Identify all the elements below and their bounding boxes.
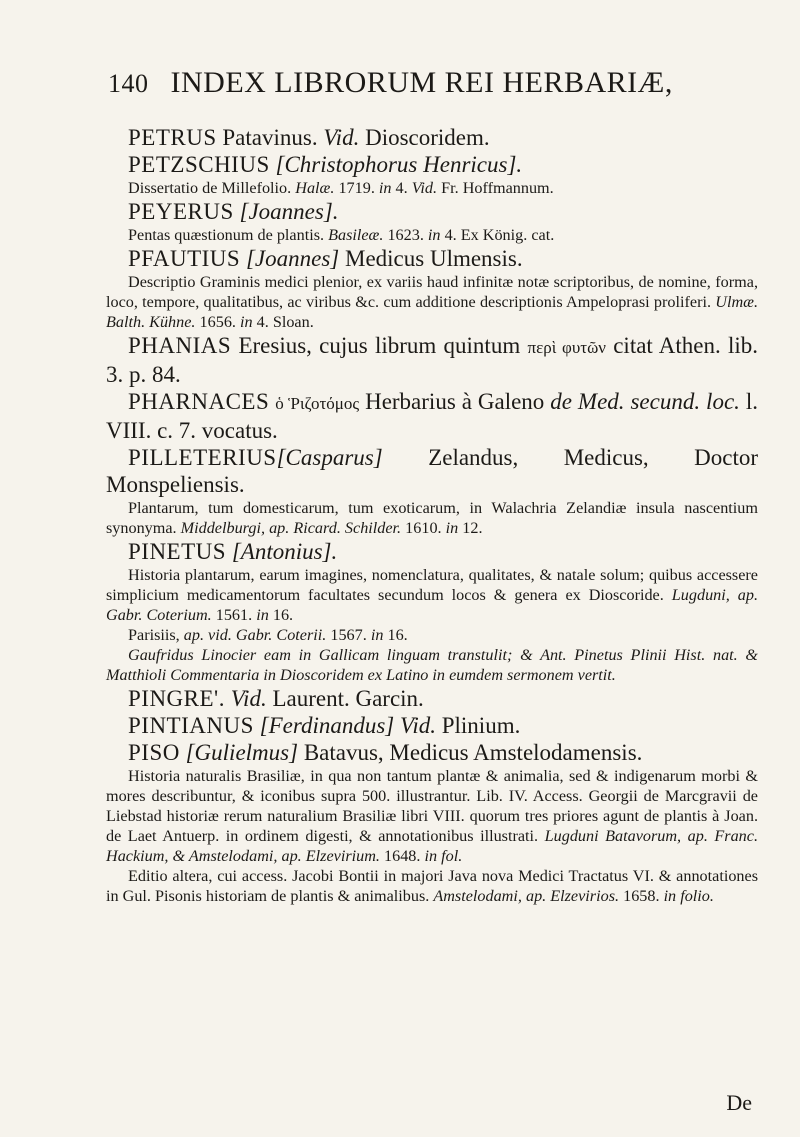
- book-title: Descriptio Graminis medici plenior, ex variis haud infinitæ notæ scriptoribus, de nomine, forma, loco, tempore, qualitatibus, ac viribus &c. cum additione descriptionis Ampeloprasi proliferi.: [106, 273, 758, 311]
- author-name: PINTIANUS: [128, 713, 254, 738]
- entry-pingre: [106, 685, 758, 712]
- imprint-place: Parisiis,: [128, 626, 180, 644]
- author-name: PINGRE'.: [128, 686, 225, 711]
- imprint-printer: ap. vid. Gabr. Coterii.: [183, 626, 327, 644]
- author-forename: [Joannes].: [239, 199, 339, 224]
- format-size: in folio.: [663, 887, 714, 905]
- author-name: PINETUS: [128, 539, 227, 564]
- entry-heading: [106, 538, 758, 565]
- page-title: INDEX LIBRORUM REI HERBARIÆ,: [170, 66, 673, 99]
- book-title: Dissertatio de Millefolio.: [128, 179, 292, 197]
- author-name: PFAUTIUS: [128, 246, 241, 271]
- format-size: 16.: [272, 606, 294, 624]
- cross-ref-vid: Vid.: [411, 179, 438, 197]
- book-title: Pentas quæstionum de plantis.: [128, 226, 325, 244]
- author-forename: [Christophorus Henricus].: [275, 152, 523, 177]
- imprint-printer: ap. Ricard. Schilder.: [269, 519, 402, 537]
- cross-ref-target: Laurent. Garcin.: [272, 686, 424, 711]
- cross-ref-vid: Vid.: [323, 125, 360, 150]
- format-in: in: [445, 519, 459, 537]
- author-name: PHARNACES: [128, 389, 270, 414]
- author-role: Medicus Ulmensis.: [345, 246, 523, 271]
- greek-epithet: ὁ Ῥιζοτόμος: [275, 394, 360, 413]
- imprint-place: Halæ.: [295, 179, 335, 197]
- cross-ref-vid: Vid.: [400, 713, 436, 738]
- author-name: PETZSCHIUS: [128, 152, 270, 177]
- entry-heading: [106, 124, 758, 151]
- entry-pintianus: [106, 712, 758, 739]
- entry-heading: [106, 444, 758, 498]
- imprint-printer: ap. Elzevirios.: [525, 887, 620, 905]
- entry-piso: [106, 739, 758, 906]
- entry-heading: [106, 712, 758, 739]
- author-role: Batavus, Medicus Amstelodamensis.: [303, 740, 643, 765]
- cross-ref-target: Dioscoridem.: [365, 125, 490, 150]
- format-size: 4.: [395, 179, 408, 197]
- book-title: Editio altera, cui access. Jacobi Bontii in majori Java nova Medici Tractatus VI. & annotationes in Gul. Pisonis historiam de plantis & animalibus.: [106, 867, 758, 905]
- author-forename: [Gulielmus]: [185, 740, 299, 765]
- imprint-year: 1561.: [215, 606, 253, 624]
- imprint-place: Amstelodami,: [433, 887, 522, 905]
- entry-heading: [106, 245, 758, 272]
- entry-text: citat Athen. lib. 3. p. 84.: [106, 333, 759, 387]
- entry-heading: [106, 151, 758, 178]
- book-edition: [106, 625, 758, 645]
- work-reference: de Med. secund. loc.: [550, 389, 740, 414]
- imprint-year: 1567.: [330, 626, 367, 644]
- cross-ref-target: Plinium.: [441, 713, 521, 738]
- book-edition: [106, 866, 758, 906]
- author-role: Zelandus, Medicus, Doctor Monspeliensis.: [106, 445, 758, 497]
- format-in: in: [256, 606, 269, 624]
- greek-title: περὶ φυτῶν: [527, 338, 606, 357]
- page-number: 140: [108, 69, 149, 98]
- author-name: PILLETERIUS: [128, 445, 277, 470]
- imprint-year: 1719.: [338, 179, 375, 197]
- index-entries: [106, 124, 758, 906]
- entry-pfautius: [106, 245, 758, 332]
- book-description: [106, 272, 758, 332]
- imprint-printer: ap. Gabr. Coterium.: [106, 586, 759, 624]
- author-forename: [Joannes]: [245, 246, 340, 271]
- entry-phanias: [106, 332, 758, 388]
- format-size: 12.: [462, 519, 483, 537]
- running-header: [108, 66, 748, 100]
- format-in: in: [370, 626, 384, 644]
- author-origin: Patavinus.: [222, 125, 318, 150]
- format-size: 4. Ex König. cat.: [444, 226, 555, 244]
- cross-ref-target: Fr. Hoffmannum.: [441, 179, 554, 197]
- author-name: PISO: [128, 740, 180, 765]
- format-in: in: [240, 313, 253, 331]
- entry-heading: [106, 332, 758, 388]
- author-forename: [Ferdinandus]: [259, 713, 395, 738]
- entry-pinetus: [106, 538, 758, 685]
- imprint-place: Basileæ.: [328, 226, 384, 244]
- entry-text: Eresius, cujus librum quintum: [238, 333, 521, 358]
- imprint-place: Lugduni Batavorum,: [544, 827, 682, 845]
- entry-petrus: [106, 124, 758, 151]
- author-forename: [Antonius].: [231, 539, 338, 564]
- imprint-place: Lugduni,: [671, 586, 730, 604]
- format-size: 16.: [387, 626, 408, 644]
- format-in: in: [378, 179, 392, 197]
- author-forename: [Casparus]: [276, 445, 383, 470]
- author-name: PETRUS: [128, 125, 217, 150]
- entry-peyerus: [106, 198, 758, 245]
- book-title: Historia naturalis Brasiliæ, in qua non tantum plantæ & animalia, sed & indigenarum morbi & mores describuntur, & iconibus supra 500. illustrantur. Lib. IV. Access. Georgii de Marcgravii de Liebstad historiæ rerum naturalium Brasiliæ libri VIII. quorum tres priores agunt de plantis à Joan. de Laet Antuerp. in ordinem digesti, & annotationibus illustrati.: [106, 767, 758, 845]
- entry-pilleterius: [106, 444, 758, 538]
- book-description: [106, 766, 758, 866]
- entry-heading: [106, 739, 758, 766]
- book-title: Historia plantarum, earum imagines, nomenclatura, qualitates, & natale solum; quibus accessere simplicium medicamentorum facultates secundum locos & genera ex Dioscoride.: [106, 566, 758, 604]
- format-size: in fol.: [424, 847, 463, 865]
- translation-note: Gaufridus Linocier eam in Gallicam linguam transtulit; & Ant. Pinetus Plinii Hist. nat. & Matthioli Commentaria in Dioscoridem ex Latino in eumdem sermonem vertit.: [106, 646, 758, 684]
- entry-heading: [106, 388, 758, 444]
- imprint-printer: ap. Franc. Hackium, & Amstelodami, ap. Elzevirium.: [106, 827, 759, 865]
- imprint-place: Ulmæ. Balth. Kühne.: [106, 293, 759, 331]
- entry-text: Herbarius à Galeno: [365, 389, 545, 414]
- book-note: [106, 645, 758, 685]
- entry-petzschius: [106, 151, 758, 198]
- book-description: [106, 178, 758, 198]
- catchword: De: [726, 1090, 752, 1115]
- book-description: [106, 498, 758, 538]
- format-in: in: [427, 226, 441, 244]
- entry-text: l. VIII. c. 7. vocatus.: [106, 389, 758, 443]
- imprint-place: Middelburgi,: [180, 519, 266, 537]
- imprint-year: 1623.: [387, 226, 424, 244]
- book-description: [106, 225, 758, 245]
- entry-pharnaces: [106, 388, 758, 444]
- author-name: PHANIAS: [128, 333, 232, 358]
- cross-ref-vid: Vid.: [230, 686, 267, 711]
- format-size: 4. Sloan.: [256, 313, 314, 331]
- imprint-year: 1648.: [384, 847, 421, 865]
- entry-heading: [106, 685, 758, 712]
- imprint-year: 1656.: [199, 313, 236, 331]
- book-description: [106, 565, 758, 625]
- imprint-year: 1610.: [405, 519, 442, 537]
- entry-heading: [106, 198, 758, 225]
- book-title: Plantarum, tum domesticarum, tum exoticarum, in Walachria Zelandiæ insula nascentium synonyma.: [106, 499, 758, 537]
- imprint-year: 1658.: [623, 887, 660, 905]
- author-name: PEYERUS: [128, 199, 234, 224]
